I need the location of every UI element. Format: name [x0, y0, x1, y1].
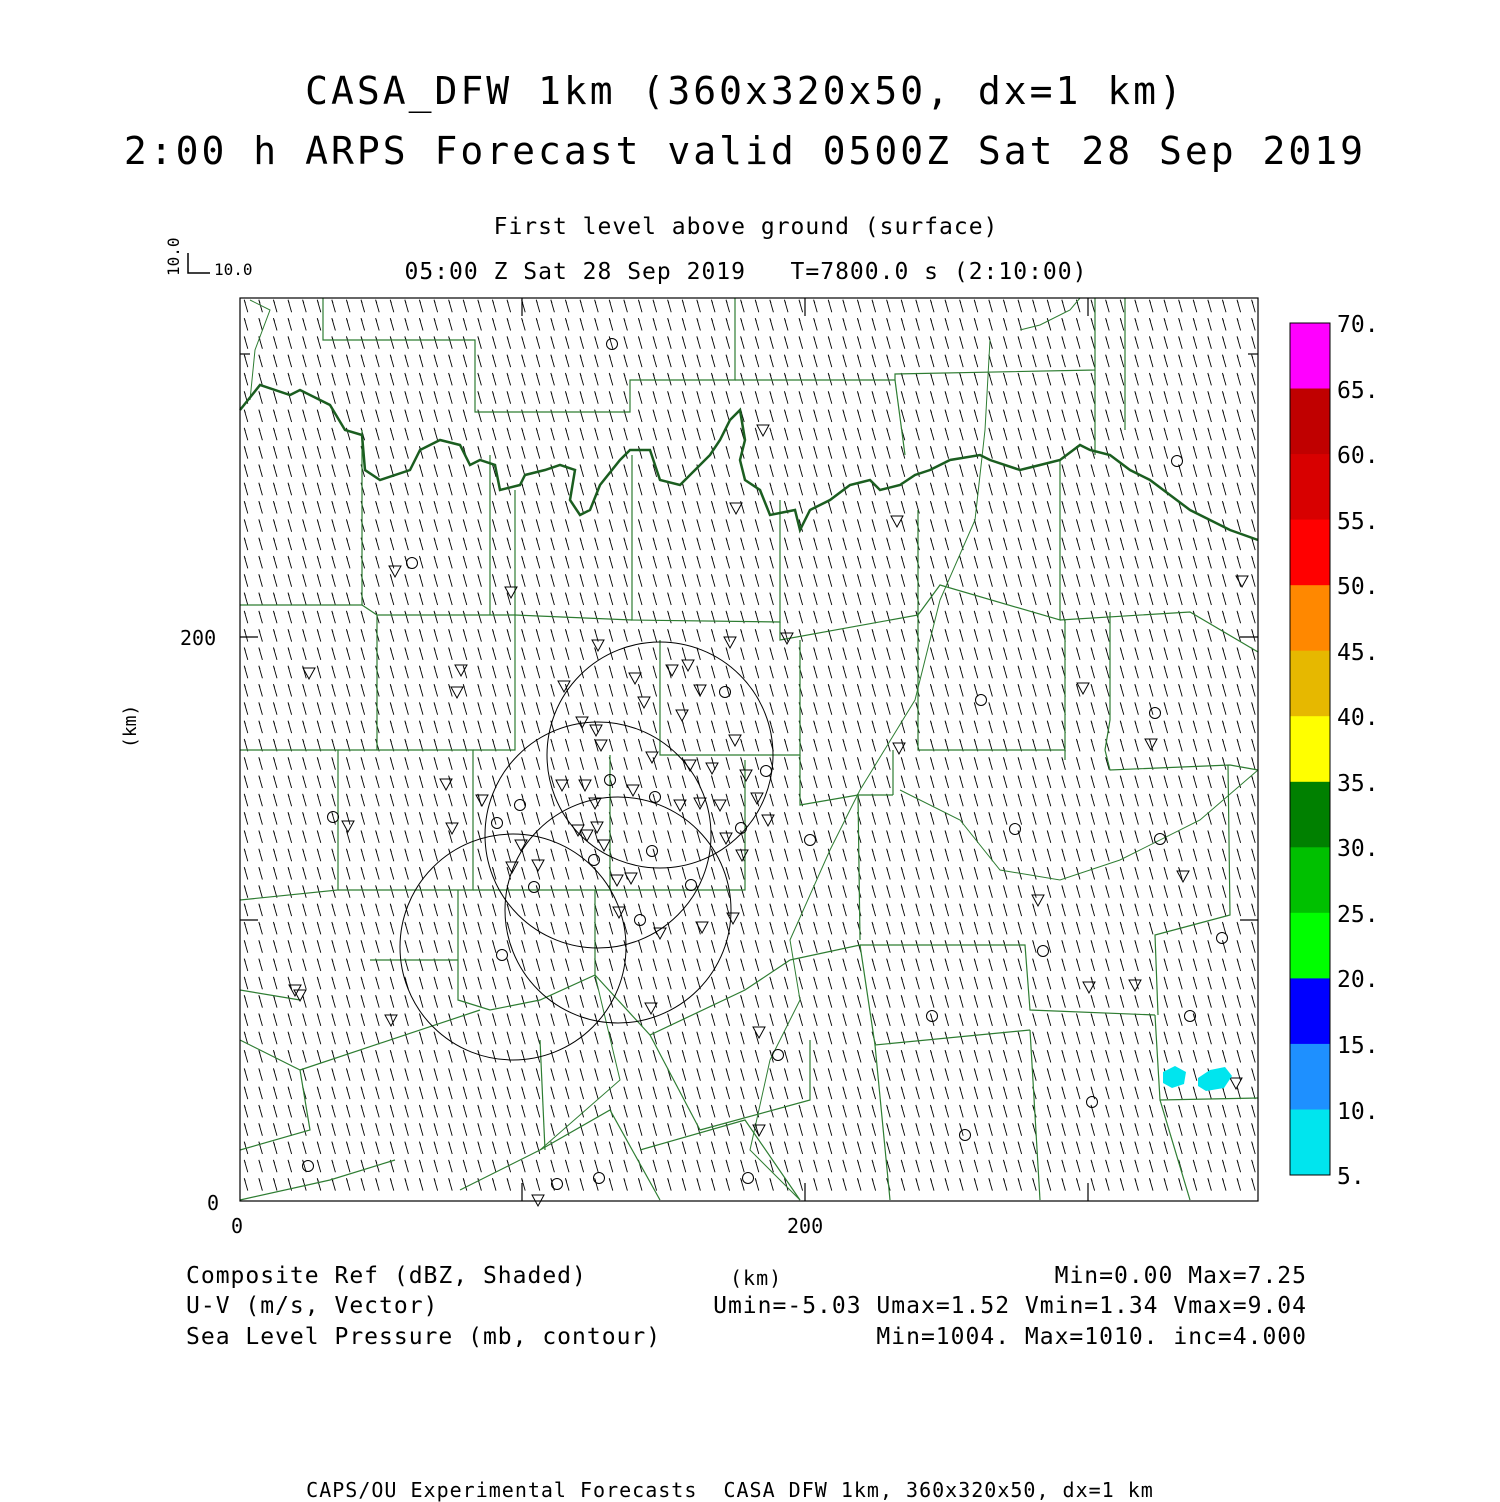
credit-line: CAPS/OU Experimental Forecasts CASA DFW 1km, 360x320x50, dx=1 km [306, 1478, 1154, 1502]
station-circle [1038, 946, 1049, 957]
reflectivity-echoes [1163, 1066, 1232, 1091]
station-triangle [724, 637, 736, 648]
station-triangle [476, 795, 488, 806]
reference-vector-v-label: 10.0 [164, 237, 183, 276]
colorbar-label: 55. [1337, 508, 1379, 535]
station-triangle [558, 681, 570, 692]
colorbar-label: 50. [1337, 574, 1379, 601]
legend-wind-name: U-V (m/s, Vector) [186, 1293, 439, 1319]
station-circle [1155, 834, 1166, 845]
station-triangle [757, 425, 769, 436]
colorbar-label: 60. [1337, 443, 1379, 470]
station-circle [686, 880, 697, 891]
colorbar-swatch [1290, 323, 1330, 389]
reference-vector-u-label: 10.0 [214, 260, 253, 279]
station-triangle [730, 503, 742, 514]
station-triangle [753, 1027, 765, 1038]
legend-ref-stats: Min=0.00 Max=7.25 [1054, 1263, 1307, 1289]
station-circle [407, 558, 418, 569]
colorbar-label: 5. [1337, 1164, 1365, 1190]
station-circle [1150, 708, 1161, 719]
station-circle [720, 687, 731, 698]
station-triangle [556, 780, 568, 791]
colorbar-label: 35. [1337, 770, 1379, 797]
level-label: First level above ground (surface) [493, 214, 999, 240]
colorbar-label: 65. [1337, 377, 1379, 404]
station-triangle [714, 800, 726, 811]
station-circle [492, 818, 503, 829]
colorbar-swatch [1290, 1110, 1330, 1176]
station-triangle [627, 785, 639, 796]
colorbar-label: 30. [1337, 836, 1379, 863]
station-circle [805, 835, 816, 846]
colorbar-label: 40. [1337, 705, 1379, 732]
station-circle [761, 766, 772, 777]
title-line-1: CASA_DFW 1km (360x320x50, dx=1 km) [305, 69, 1185, 113]
colorbar-label: 15. [1337, 1032, 1379, 1059]
colorbar-label: 70. [1337, 312, 1379, 338]
colorbar-swatch [1290, 913, 1330, 979]
station-circle [1087, 1097, 1098, 1108]
station-circle [743, 1173, 754, 1184]
station-triangle [451, 687, 463, 698]
station-circle [497, 950, 508, 961]
colorbar-label: 20. [1337, 967, 1379, 994]
wind-vectors [244, 300, 1255, 1191]
station-circle [515, 800, 526, 811]
station-circle [647, 846, 658, 857]
station-triangle [1177, 871, 1189, 882]
colorbar-label: 25. [1337, 901, 1379, 928]
station-circle [594, 1173, 605, 1184]
station-triangle [532, 860, 544, 871]
legend-wind-stats: Umin=-5.03 Umax=1.52 Vmin=1.34 Vmax=9.04 [713, 1293, 1307, 1319]
station-triangle [646, 752, 658, 763]
station-triangle [1129, 980, 1141, 991]
station-triangle [706, 763, 718, 774]
legend-slp-name: Sea Level Pressure (mb, contour) [186, 1324, 662, 1350]
station-triangle [891, 516, 903, 527]
colorbar-swatch [1290, 716, 1330, 782]
x-axis-label: (km) [730, 1266, 783, 1290]
station-circle [635, 915, 646, 926]
station-triangle [1032, 895, 1044, 906]
reference-vector-icon [188, 253, 210, 273]
colorbar-swatch [1290, 978, 1330, 1044]
colorbar-swatch [1290, 389, 1330, 455]
colorbar-swatch [1290, 651, 1330, 717]
station-circle [976, 695, 987, 706]
legend-ref-name: Composite Ref (dBZ, Shaded) [186, 1263, 587, 1289]
station-circle [552, 1179, 563, 1190]
valid-time-label: 05:00 Z Sat 28 Sep 2019 T=7800.0 s (2:10:00) [404, 259, 1088, 285]
title-line-2: 2:00 h ARPS Forecast valid 0500Z Sat 28 Sep 2019 [123, 129, 1367, 173]
colorbar-swatch [1290, 1044, 1330, 1110]
y-tick-0: 0 [207, 1191, 220, 1215]
station-markers [289, 339, 1248, 1207]
y-axis-label: (km) [120, 704, 141, 748]
station-circle [773, 1050, 784, 1061]
station-triangle [598, 840, 610, 851]
station-circle [529, 882, 540, 893]
station-triangle [579, 780, 591, 791]
pressure-contours [400, 642, 773, 1060]
colorbar-swatch [1290, 847, 1330, 913]
colorbar-label: 10. [1337, 1098, 1379, 1125]
legend-slp-stats: Min=1004. Max=1010. inc=4.000 [876, 1324, 1307, 1350]
station-triangle [455, 665, 467, 676]
wind-vector-field [244, 300, 1255, 1191]
station-triangle [682, 660, 694, 671]
colorbar [1290, 323, 1330, 1176]
state-border [240, 385, 1258, 540]
station-circle [1010, 824, 1021, 835]
station-triangle [629, 673, 641, 684]
x-tick-200: 200 [787, 1214, 824, 1238]
colorbar-swatch [1290, 454, 1330, 520]
x-tick-0: 0 [231, 1214, 244, 1238]
colorbar-label: 45. [1337, 639, 1379, 666]
station-circle [1217, 933, 1228, 944]
colorbar-swatch [1290, 782, 1330, 848]
station-circle [607, 339, 618, 350]
station-triangle [342, 821, 354, 832]
station-triangle [611, 875, 623, 886]
station-circle [960, 1130, 971, 1141]
colorbar-swatch [1290, 585, 1330, 651]
station-triangle [676, 710, 688, 721]
station-triangle [720, 833, 732, 844]
station-circle [1172, 456, 1183, 467]
station-triangle [729, 735, 741, 746]
station-triangle [645, 1003, 657, 1014]
y-tick-200: 200 [180, 626, 217, 650]
colorbar-swatch [1290, 520, 1330, 586]
